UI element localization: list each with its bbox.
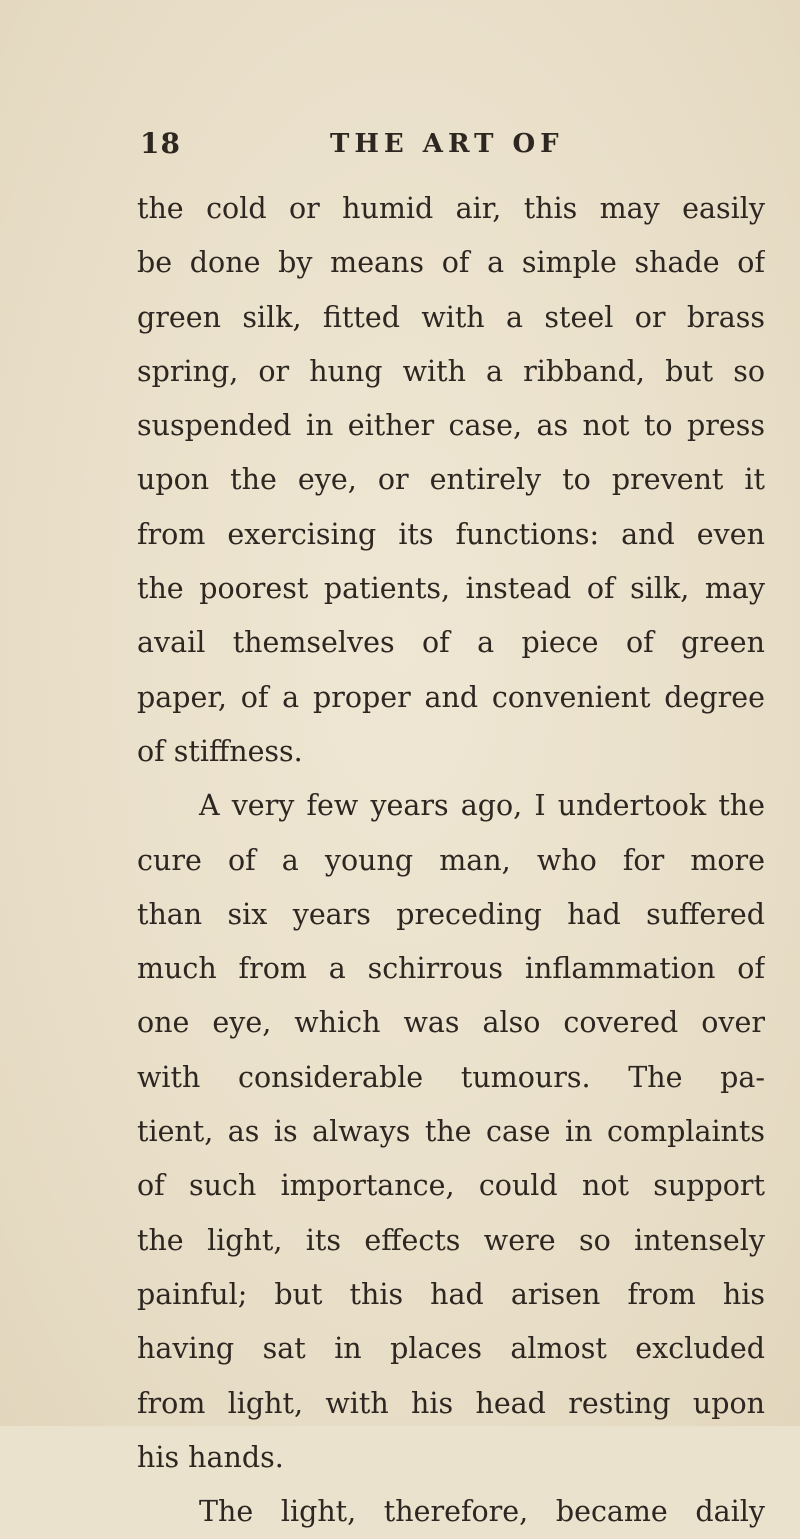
text-line: the poorest patients, instead of silk, may	[137, 572, 765, 606]
text-line: cure of a young man, who for more	[137, 843, 765, 877]
text-line: painful; but this had arisen from his	[137, 1277, 765, 1311]
text-line: one eye, which was also covered over	[137, 1006, 765, 1040]
text-line: the light, its effects were so intensely	[137, 1223, 765, 1257]
paragraph-start-line: The light, therefore, became daily	[199, 1495, 765, 1529]
text-line: much from a schirrous inflammation of	[137, 952, 765, 986]
body-text	[137, 182, 765, 1539]
paragraph-end-line: his hands.	[137, 1440, 284, 1474]
text-line: of such importance, could not support	[137, 1169, 765, 1203]
text-line: from light, with his head resting upon	[137, 1386, 765, 1420]
text-line: green silk, fitted with a steel or brass	[137, 300, 765, 334]
text-line: than six years preceding had suffered	[137, 897, 765, 931]
text-line: the cold or humid air, this may easily	[137, 192, 765, 225]
text-line: suspended in either case, as not to press	[137, 409, 765, 443]
text-line: spring, or hung with a ribband, but so	[137, 354, 765, 388]
text-line: be done by means of a simple shade of	[137, 246, 765, 280]
running-head: THE ART OF	[330, 129, 564, 159]
text-line: paper, of a proper and convenient degree	[137, 680, 765, 714]
page-header	[0, 127, 800, 167]
text-line: tient, as is always the case in complaints	[137, 1115, 765, 1149]
paragraph-end-line: of stiffness.	[137, 734, 303, 768]
text-line: from exercising its functions: and even	[137, 517, 765, 551]
page-number: 18	[140, 127, 181, 160]
text-line: having sat in places almost excluded	[137, 1332, 765, 1366]
text-line: avail themselves of a piece of green	[137, 626, 765, 660]
text-line: with considerable tumours. The pa-	[137, 1060, 765, 1094]
paragraph-start-line: A very few years ago, I undertook the	[199, 789, 765, 823]
text-line: upon the eye, or entirely to prevent it	[137, 463, 765, 497]
